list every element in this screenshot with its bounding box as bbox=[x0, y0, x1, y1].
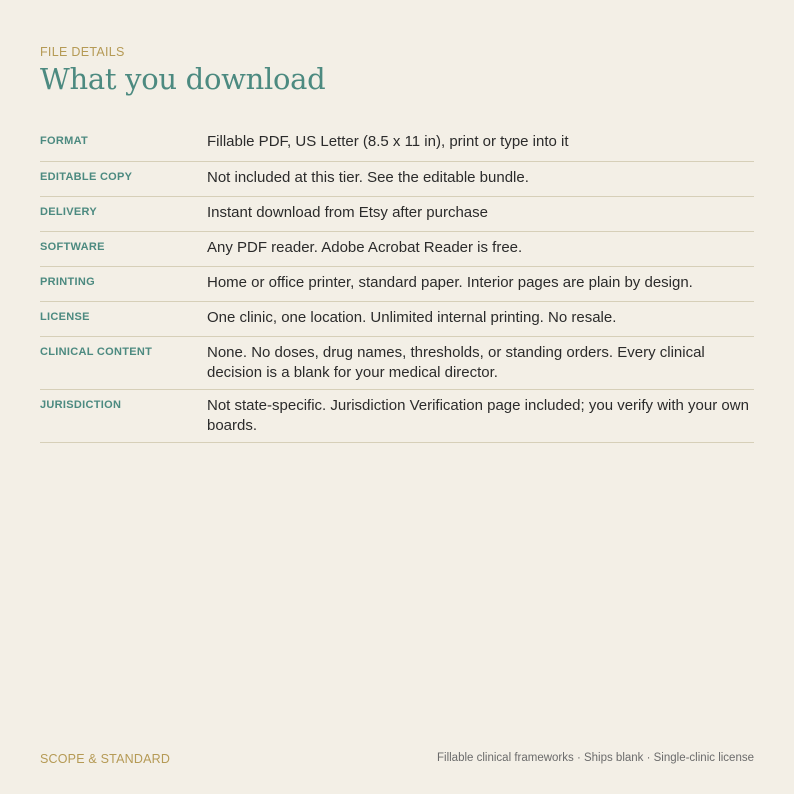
row-label: FORMAT bbox=[40, 126, 207, 161]
details-table bbox=[40, 126, 754, 443]
table-row bbox=[40, 389, 754, 442]
row-label: DELIVERY bbox=[40, 196, 207, 231]
row-label: EDITABLE COPY bbox=[40, 161, 207, 196]
row-label: LICENSE bbox=[40, 301, 207, 336]
page-title: What you download bbox=[40, 62, 326, 96]
page bbox=[40, 0, 754, 794]
row-label: SOFTWARE bbox=[40, 231, 207, 266]
row-value: None. No doses, drug names, thresholds, or standing orders. Every clinical decision is a blank for your medical director. bbox=[207, 336, 754, 389]
row-value: Not included at this tier. See the editable bundle. bbox=[207, 161, 754, 196]
table-row bbox=[40, 336, 754, 389]
row-value: Not state-specific. Jurisdiction Verification page included; you verify with your own boards. bbox=[207, 389, 754, 442]
row-value: Any PDF reader. Adobe Acrobat Reader is free. bbox=[207, 231, 754, 266]
row-value: One clinic, one location. Unlimited internal printing. No resale. bbox=[207, 301, 754, 336]
table-row bbox=[40, 126, 754, 161]
row-label: CLINICAL CONTENT bbox=[40, 336, 207, 389]
row-label: JURISDICTION bbox=[40, 389, 207, 442]
footer-tagline: Fillable clinical frameworks · Ships blank · Single-clinic license bbox=[436, 752, 754, 764]
row-value: Fillable PDF, US Letter (8.5 x 11 in), print or type into it bbox=[207, 126, 754, 161]
table-row bbox=[40, 301, 754, 336]
table-row bbox=[40, 161, 754, 196]
row-label: PRINTING bbox=[40, 266, 207, 301]
row-value: Instant download from Etsy after purchase bbox=[207, 196, 754, 231]
table-row bbox=[40, 196, 754, 231]
section-eyebrow: FILE DETAILS bbox=[40, 45, 125, 59]
footer-brand: SCOPE & STANDARD bbox=[40, 752, 171, 766]
table-row bbox=[40, 266, 754, 301]
row-value: Home or office printer, standard paper. Interior pages are plain by design. bbox=[207, 266, 754, 301]
table-row bbox=[40, 231, 754, 266]
